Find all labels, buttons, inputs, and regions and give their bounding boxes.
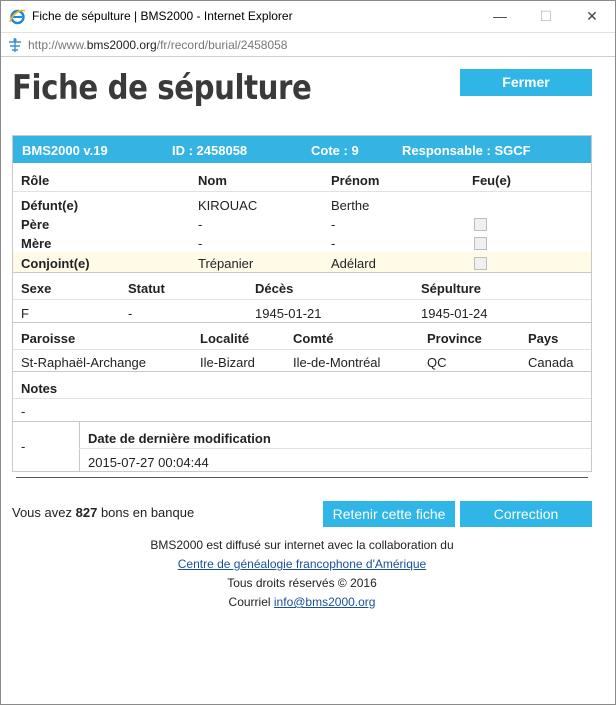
divider bbox=[16, 477, 588, 478]
address-bar[interactable] bbox=[1, 32, 615, 57]
prenom-conjoint: Adélard bbox=[331, 256, 376, 271]
footer-email-line: Courriel info@bms2000.org bbox=[228, 595, 376, 609]
prenom-pere: - bbox=[331, 217, 336, 232]
col-pays: Pays bbox=[528, 331, 559, 346]
col-paroisse: Paroisse bbox=[21, 331, 76, 346]
record-card bbox=[12, 135, 592, 472]
responsable-label: Responsable : SGCF bbox=[402, 143, 531, 158]
modification-label: Date de dernière modification bbox=[88, 431, 271, 446]
province-value: QC bbox=[427, 355, 447, 370]
internet-explorer-icon bbox=[9, 8, 26, 25]
role-conjoint: Conjoint(e) bbox=[21, 256, 90, 271]
sepulture-value: 1945-01-24 bbox=[421, 306, 488, 321]
cote-label: Cote : 9 bbox=[311, 143, 359, 158]
email-link[interactable]: info@bms2000.org bbox=[273, 595, 376, 609]
keep-record-button[interactable]: Retenir cette fiche bbox=[323, 501, 455, 527]
minimize-button[interactable]: — bbox=[493, 8, 507, 24]
close-button[interactable]: Fermer bbox=[460, 69, 592, 96]
col-sexe: Sexe bbox=[21, 281, 52, 296]
col-feu: Feu(e) bbox=[472, 173, 511, 188]
close-window-button[interactable]: ✕ bbox=[586, 8, 598, 24]
col-province: Province bbox=[427, 331, 482, 346]
cgfa-link[interactable]: Centre de généalogie francophone d'Amérique bbox=[177, 557, 427, 571]
col-sepulture: Sépulture bbox=[421, 281, 481, 296]
notes-value: - bbox=[21, 404, 26, 419]
footer-copyright: Tous droits réservés © 2016 bbox=[227, 576, 377, 590]
url-text[interactable]: http://www.bms2000.org/fr/record/burial/2458058 bbox=[28, 38, 288, 52]
col-comte: Comté bbox=[293, 331, 334, 346]
bank-info: Vous avez 827 bons en banque bbox=[12, 505, 195, 520]
col-deces: Décès bbox=[255, 281, 294, 296]
maximize-button[interactable]: ☐ bbox=[539, 8, 553, 24]
role-defunt: Défunt(e) bbox=[21, 198, 79, 213]
col-statut: Statut bbox=[128, 281, 165, 296]
pays-value: Canada bbox=[528, 355, 574, 370]
site-favicon-icon bbox=[7, 37, 23, 53]
modification-left-value: - bbox=[21, 439, 26, 454]
col-prenom: Prénom bbox=[331, 173, 380, 188]
feu-pere-checkbox[interactable] bbox=[474, 218, 487, 231]
prenom-defunt: Berthe bbox=[331, 198, 370, 213]
paroisse-value: St-Raphaël-Archange bbox=[21, 355, 147, 370]
page-content bbox=[1, 58, 615, 704]
record-header bbox=[13, 136, 591, 163]
window-title: Fiche de sépulture | BMS2000 - Internet Explorer bbox=[32, 9, 293, 23]
footer-line1: BMS2000 est diffusé sur internet avec la collaboration du bbox=[150, 538, 454, 552]
bank-count: 827 bbox=[75, 505, 98, 520]
highlighted-row bbox=[13, 252, 591, 272]
title-bar[interactable] bbox=[1, 1, 615, 32]
col-localite: Localité bbox=[200, 331, 250, 346]
localite-value: Ile-Bizard bbox=[200, 355, 255, 370]
version-label: BMS2000 v.19 bbox=[22, 143, 108, 158]
nom-conjoint: Trépanier bbox=[198, 256, 254, 271]
nom-defunt: KIROUAC bbox=[198, 198, 258, 213]
role-mere: Mère bbox=[21, 236, 52, 251]
deces-value: 1945-01-21 bbox=[255, 306, 322, 321]
modification-value: 2015-07-27 00:04:44 bbox=[88, 455, 209, 470]
correction-button[interactable]: Correction bbox=[460, 501, 592, 527]
record-id: ID : 2458058 bbox=[172, 143, 248, 158]
sexe-value: F bbox=[21, 306, 29, 321]
statut-value: - bbox=[128, 306, 133, 321]
notes-label: Notes bbox=[21, 381, 58, 396]
feu-conjoint-checkbox[interactable] bbox=[474, 257, 487, 270]
page-title: Fiche de sépulture bbox=[12, 68, 312, 108]
nom-pere: - bbox=[198, 217, 203, 232]
comte-value: Ile-de-Montréal bbox=[293, 355, 381, 370]
role-pere: Père bbox=[21, 217, 50, 232]
prenom-mere: - bbox=[331, 236, 336, 251]
col-nom: Nom bbox=[198, 173, 227, 188]
nom-mere: - bbox=[198, 236, 203, 251]
feu-mere-checkbox[interactable] bbox=[474, 237, 487, 250]
col-role: Rôle bbox=[21, 173, 50, 188]
